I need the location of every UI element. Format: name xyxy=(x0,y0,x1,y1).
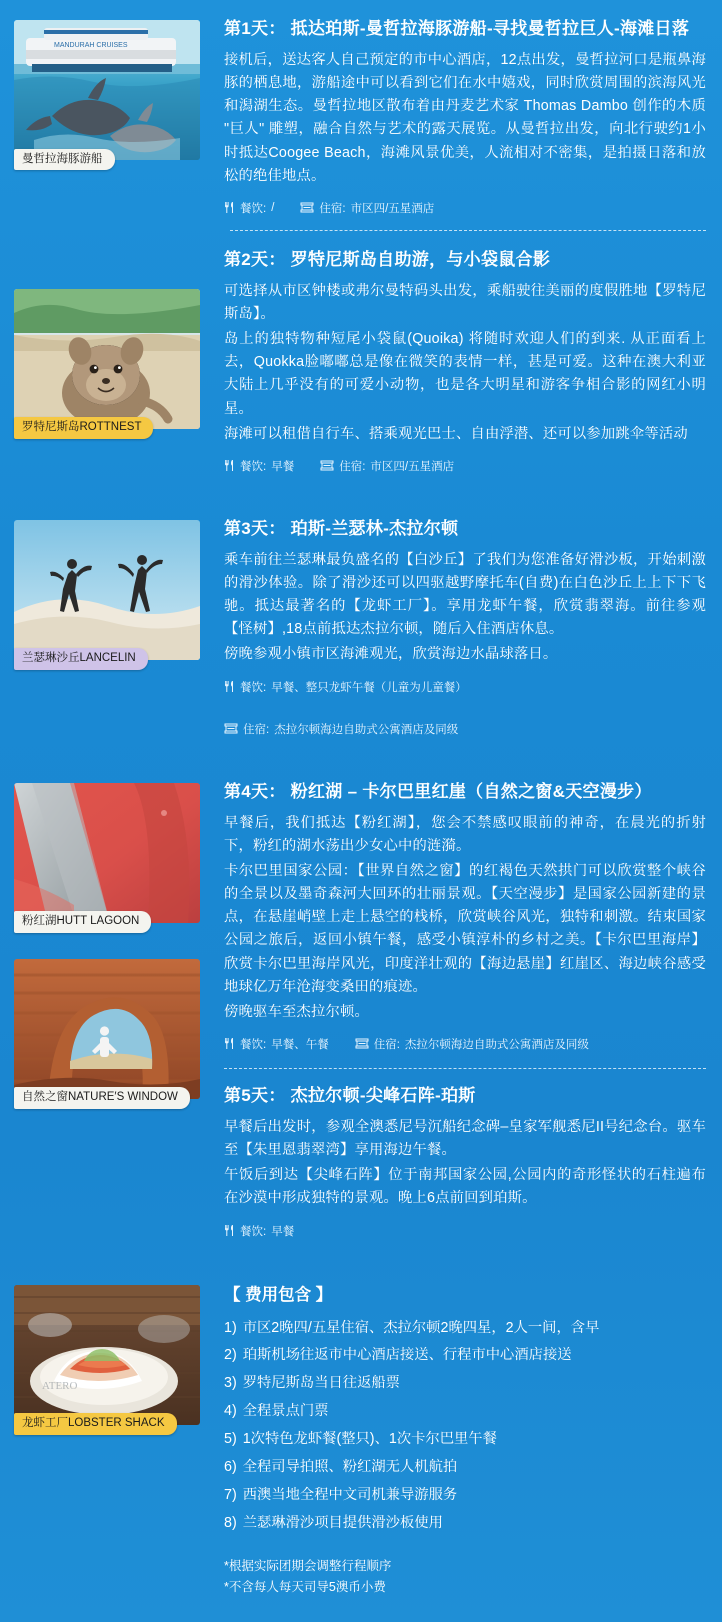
note-1: *根据实际团期会调整行程顺序 xyxy=(224,1558,392,1573)
item-number: 5) xyxy=(224,1431,237,1448)
note-2: *不含每人每天司导5澳币小费 xyxy=(224,1579,386,1594)
day2-paragraph-1: 可选择从市区钟楼或弗尔曼特码头出发，乘船驶往美丽的度假胜地【罗特尼斯岛】。 xyxy=(224,282,706,322)
photo-lancelin xyxy=(14,520,200,665)
day3-paragraph-1: 乘车前往兰瑟琳最负盛名的【白沙丘】了我们为您准备好滑沙板，开始刺激的滑沙体验。除了滑沙还可以四驱越野摩托车(自费)在白色沙丘上上下下飞驰。抵达最著名的【龙虾工厂】。享用龙虾午餐，欣赏翡翠海。前往参观【怪树】,18点前抵达杰拉尔顿，随后入住酒店休息。 xyxy=(224,551,706,638)
day5-meal-value: 早餐 xyxy=(271,1225,295,1238)
day2-meta xyxy=(224,458,706,474)
item-text: 西澳当地全程中文司机兼导游服务 xyxy=(242,1486,458,1503)
day4-meal-value: 早餐、午餐 xyxy=(271,1038,329,1051)
day1-media xyxy=(14,14,214,166)
day4-title: 第4天： 粉红湖 – 卡尔巴里红崖（自然之窗&天空漫步） xyxy=(224,781,652,801)
list-item xyxy=(224,1426,706,1454)
day2-meal-value: 早餐 xyxy=(271,460,295,473)
day2-hotel-label: 住宿: xyxy=(339,460,366,473)
photo-natures-window xyxy=(14,959,200,1104)
item-text: 1次特色龙虾餐(整只)、1次卡尔巴里午餐 xyxy=(242,1431,497,1448)
divider-2 xyxy=(224,1068,706,1069)
day3-title: 第3天： 珀斯-兰瑟林-杰拉尔顿 xyxy=(224,518,459,538)
caption-day1: 曼哲拉海豚游船 xyxy=(14,149,115,171)
day-block-3 xyxy=(0,514,722,737)
day2-paragraph-2: 岛上的独特物种短尾小袋鼠(Quoika) 将随时欢迎人们的到来. 从正面看上去，Quokka脸嘟嘟总是像在微笑的表情一样，甚是可爱。这种在澳大利亚大陆上几乎没有的可爱小动物，也是各大明星和游客争相合影的网红小明星。 xyxy=(224,331,706,417)
day4-hotel xyxy=(355,1036,589,1052)
day3-meta xyxy=(224,679,706,737)
day3-hotel-value: 杰拉尔顿海边自助式公寓酒店及同级 xyxy=(274,723,459,736)
day1-meal-label: 餐饮: xyxy=(240,202,267,215)
includes-list xyxy=(224,1315,706,1538)
list-item xyxy=(224,1342,706,1370)
fork-knife-icon xyxy=(224,1037,235,1050)
bed-icon xyxy=(300,201,314,214)
day1-hotel xyxy=(300,200,434,216)
day5-paragraph-1: 早餐后出发时，参观全澳悉尼号沉船纪念碑–皇家军舰悉尼II号纪念台。驱车至【朱里恩翡翠湾】享用海边午餐。 xyxy=(224,1118,706,1159)
day2-text xyxy=(214,245,706,474)
item-number: 8) xyxy=(224,1514,237,1531)
day5-meta xyxy=(224,1223,706,1239)
list-item xyxy=(224,1370,706,1398)
day3-meal-label: 餐饮: xyxy=(240,681,267,694)
photo-image-dolphin xyxy=(14,20,200,160)
includes-text xyxy=(214,1279,706,1599)
day5-paragraph-2: 午饭后到达【尖峰石阵】位于南邦国家公园,公园内的奇形怪状的石柱遍布在沙漠中形成独特的景观。晚上6点前回到珀斯。 xyxy=(224,1167,706,1207)
divider-1 xyxy=(230,230,706,231)
item-text: 市区2晚四/五星住宿、杰拉尔顿2晚四星，2人一间，含早 xyxy=(242,1319,600,1336)
photo-image-lancelin xyxy=(14,520,200,660)
day1-meal xyxy=(224,200,274,216)
day4-hotel-value: 杰拉尔顿海边自助式公寓酒店及同级 xyxy=(404,1038,589,1051)
list-item xyxy=(224,1482,706,1510)
list-item xyxy=(224,1398,706,1426)
svg-text:MANDURAH CRUISES: MANDURAH CRUISES xyxy=(54,42,128,49)
item-number: 4) xyxy=(224,1403,237,1420)
day2-meal-label: 餐饮: xyxy=(240,460,267,473)
day2-title: 第2天： 罗特尼斯岛自助游，与小袋鼠合影 xyxy=(224,249,551,269)
photo-quokka xyxy=(14,289,200,434)
bed-icon xyxy=(355,1037,369,1050)
day2-hotel-value: 市区四/五星酒店 xyxy=(370,460,455,473)
fork-knife-icon xyxy=(224,680,235,693)
day5-title: 第5天： 杰拉尔顿-尖峰石阵-珀斯 xyxy=(224,1085,476,1105)
item-text: 全程景点门票 xyxy=(242,1403,329,1420)
day3-paragraph-2: 傍晚参观小镇市区海滩观光，欣赏海边水晶球落日。 xyxy=(224,646,558,663)
photo-lobster-shack xyxy=(14,1285,200,1430)
day-block-4 xyxy=(0,777,722,1239)
includes-title: 【 费用包含 】 xyxy=(224,1285,333,1304)
day3-text xyxy=(214,514,706,737)
item-number: 2) xyxy=(224,1347,237,1364)
includes-block xyxy=(0,1279,722,1599)
caption-day5: 自然之窗NATURE′S WINDOW xyxy=(14,1087,190,1109)
bed-icon xyxy=(320,459,334,472)
day4-media xyxy=(14,777,214,1105)
day4-meal-label: 餐饮: xyxy=(240,1038,267,1051)
list-item xyxy=(224,1510,706,1538)
list-item xyxy=(224,1315,706,1343)
bed-icon xyxy=(224,722,238,735)
day1-paragraph-1: 接机后，送达客人自己预定的市中心酒店，12点出发，曼哲拉河口是瓶鼻海豚的栖息地，游船途中可以看到它们在水中嬉戏，同时欣赏周围的滨海风光和潟湖生态。曼哲拉地区散布着由丹麦艺术家 Thomas Dambo 创作的木质 "巨人" 雕塑，融合自然与艺术的露天展览。从曼哲拉出发，向北行驶约1小时抵达Coogee Beach，海滩风景优美，人流相对不密集，是拍摄日落和放松的绝佳地点。 xyxy=(224,51,706,184)
day-block-2 xyxy=(0,245,722,474)
day1-text xyxy=(214,14,706,216)
day4-text xyxy=(214,777,706,1239)
day2-media xyxy=(14,245,214,435)
day-block-1 xyxy=(0,14,722,216)
photo-dolphin-cruise xyxy=(14,20,200,165)
photo-image-hutt-lagoon xyxy=(14,783,200,923)
photo-hutt-lagoon xyxy=(14,783,200,928)
day1-hotel-label: 住宿: xyxy=(319,202,346,215)
day3-meal xyxy=(224,679,467,695)
day4-meta xyxy=(224,1036,706,1052)
item-number: 7) xyxy=(224,1486,237,1503)
caption-day3: 兰瑟琳沙丘LANCELIN xyxy=(14,648,148,670)
fork-knife-icon xyxy=(224,459,235,472)
item-number: 6) xyxy=(224,1458,237,1475)
includes-media xyxy=(14,1279,214,1431)
caption-includes: 龙虾工厂LOBSTER SHACK xyxy=(14,1413,177,1435)
day4-meal xyxy=(224,1036,329,1052)
day5-meal-label: 餐饮: xyxy=(240,1225,267,1238)
day2-hotel xyxy=(320,458,454,474)
item-text: 兰瑟琳滑沙项目提供滑沙板使用 xyxy=(242,1514,443,1531)
day3-meal-value: 早餐、整只龙虾午餐（儿童为儿童餐） xyxy=(271,681,467,694)
fork-knife-icon xyxy=(224,1224,235,1237)
day3-media xyxy=(14,514,214,666)
photo-image-natures-window xyxy=(14,959,200,1099)
photo-image-quokka xyxy=(14,289,200,429)
item-number: 3) xyxy=(224,1375,237,1392)
caption-day2: 罗特尼斯岛ROTTNEST xyxy=(14,417,153,439)
day4-hotel-label: 住宿: xyxy=(373,1038,400,1051)
day1-meta xyxy=(224,200,706,216)
day1-hotel-value: 市区四/五星酒店 xyxy=(350,202,435,215)
day4-paragraph-3: 傍晚驱车至杰拉尔顿。 xyxy=(224,1003,369,1020)
day3-hotel-label: 住宿: xyxy=(243,723,270,736)
svg-text:ATERO: ATERO xyxy=(42,1379,78,1392)
photo-image-lobster xyxy=(14,1285,200,1425)
day4-paragraph-1: 早餐后，我们抵达【粉红湖】，您会不禁感叹眼前的神奇，在晨光的折射下，粉红的湖水荡出少女心中的涟漪。 xyxy=(224,814,706,854)
fork-knife-icon xyxy=(224,201,235,214)
day4-paragraph-2: 卡尔巴里国家公园：【世界自然之窗】的红褐色天然拱门可以欣赏整个峡谷的全景以及墨奇森河大回环的壮丽景观。【天空漫步】是国家公园新建的景点，在悬崖峭壁上走上悬空的栈桥，欣赏峡谷风光，独特和刺激。结束国家公园之旅后，返回小镇午餐，感受小镇淳朴的乡村之美。【卡尔巴里海岸】欣赏卡尔巴里海岸风光，印度洋壮观的【海边悬崖】红崖区、海边峡谷感受地球亿万年沧海变桑田的痕迹。 xyxy=(224,862,706,995)
day2-meal xyxy=(224,458,294,474)
item-text: 罗特尼斯岛当日往返船票 xyxy=(242,1375,400,1392)
item-number: 1) xyxy=(224,1319,237,1336)
day5-meal xyxy=(224,1223,294,1239)
day1-meal-value: / xyxy=(271,201,275,214)
day2-paragraph-3: 海滩可以租借自行车、搭乘观光巴士、自由浮潜、还可以参加跳伞等活动 xyxy=(224,425,688,442)
list-item xyxy=(224,1454,706,1482)
item-text: 全程司导拍照、粉红湖无人机航拍 xyxy=(242,1458,458,1475)
caption-day4: 粉红湖HUTT LAGOON xyxy=(14,911,151,933)
item-text: 珀斯机场往返市中心酒店接送、行程市中心酒店接送 xyxy=(242,1347,572,1364)
day1-title: 第1天： 抵达珀斯-曼哲拉海豚游船-寻找曼哲拉巨人-海滩日落 xyxy=(224,19,690,38)
day3-hotel xyxy=(224,721,458,737)
